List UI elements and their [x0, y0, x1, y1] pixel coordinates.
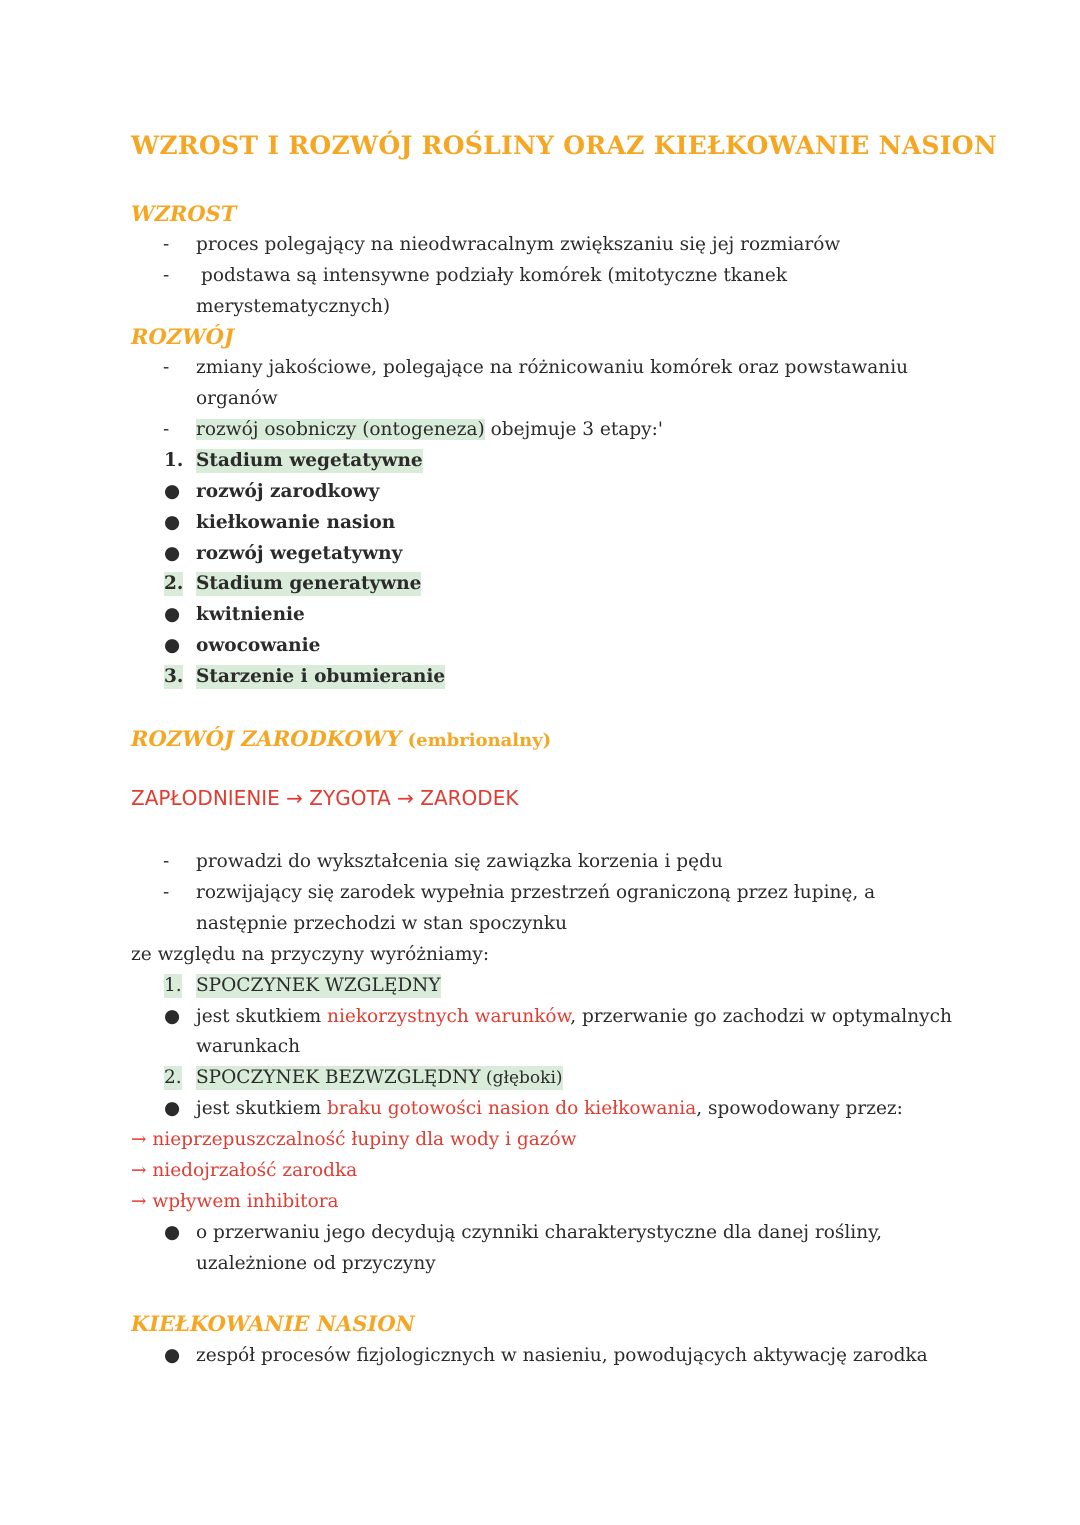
kielkowanie-item-1: zespół procesów fizjologicznych w nasieniu, powodujących aktywację zarodka	[196, 1345, 928, 1366]
bullet-marker: ●	[164, 1098, 181, 1119]
heading-kielkowanie: KIEŁKOWANIE NASION	[131, 1311, 415, 1336]
dash-marker: -	[163, 357, 170, 378]
cause-item: → wpływem inhibitora	[131, 1191, 339, 1212]
stage-1-item: rozwój zarodkowy	[196, 481, 380, 502]
bullet-marker: ●	[164, 512, 181, 533]
page-title: WZROST I ROZWÓJ ROŚLINY ORAZ KIEŁKOWANIE NASION	[131, 131, 997, 160]
heading-rozwoj-zarodkowy: ROZWÓJ ZARODKOWY (embrionalny)	[131, 726, 552, 751]
zarodkowy-intro: ze względu na przyczyny wyróżniamy:	[131, 944, 490, 965]
stage-2-item: owocowanie	[196, 635, 321, 656]
wzrost-item-1: proces polegający na nieodwracalnym zwiększaniu się jej rozmiarów	[196, 234, 841, 255]
dash-marker: -	[163, 234, 170, 255]
bullet-marker: ●	[164, 1006, 181, 1027]
wzrost-item-2-cont: merystematycznych)	[196, 296, 391, 317]
bullet-marker: ●	[164, 1222, 181, 1243]
spoczynek-number: 1.	[164, 975, 182, 996]
bullet-marker: ●	[164, 543, 181, 564]
stage-number: 2.	[164, 573, 184, 594]
cause-item: → niedojrzałość zarodka	[131, 1160, 358, 1181]
wzrost-item-2: podstawa są intensywne podziały komórek (mitotyczne tkanek	[201, 265, 788, 286]
bullet-marker: ●	[164, 635, 181, 656]
spoczynek-przerwanie-cont: uzależnione od przyczyny	[196, 1253, 436, 1274]
stage-1-item: kiełkowanie nasion	[196, 512, 396, 533]
zarodkowy-item-2-cont: następnie przechodzi w stan spoczynku	[196, 913, 568, 934]
spoczynek-number: 2.	[164, 1067, 182, 1088]
stage-number: 1.	[164, 450, 184, 471]
zarodkowy-item-2: rozwijający się zarodek wypełnia przestrzeń ograniczoną przez łupinę, a	[196, 882, 876, 903]
rozwoj-item-2: rozwój osobniczy (ontogeneza) obejmuje 3 etapy:'	[196, 419, 663, 440]
spoczynek-wzgledny-desc-cont: warunkach	[196, 1036, 301, 1057]
spoczynek-wzgledny-desc: jest skutkiem niekorzystnych warunków, przerwanie go zachodzi w optymalnych	[196, 1006, 952, 1027]
heading-wzrost: WZROST	[131, 201, 237, 226]
stage-2-item: kwitnienie	[196, 604, 305, 625]
spoczynek-przerwanie: o przerwaniu jego decydują czynniki charakterystyczne dla danej rośliny,	[196, 1222, 883, 1243]
stage-number: 3.	[164, 666, 184, 687]
bullet-marker: ●	[164, 604, 181, 625]
spoczynek-bezwzgledny-desc: jest skutkiem braku gotowości nasion do kiełkowania, spowodowany przez:	[196, 1098, 903, 1119]
stage-1-label: Stadium wegetatywne	[196, 450, 423, 471]
flow-sequence: ZAPŁODNIENIE → ZYGOTA → ZARODEK	[131, 786, 519, 810]
stage-2-label: Stadium generatywne	[196, 573, 422, 594]
bullet-marker: ●	[164, 1345, 181, 1366]
rozwoj-item-1-cont: organów	[196, 388, 278, 409]
bullet-marker: ●	[164, 481, 181, 502]
dash-marker: -	[163, 851, 170, 872]
heading-rozwoj: ROZWÓJ	[131, 324, 234, 349]
zarodkowy-item-1: prowadzi do wykształcenia się zawiązka korzenia i pędu	[196, 851, 723, 872]
cause-item: → nieprzepuszczalność łupiny dla wody i gazów	[131, 1129, 577, 1150]
stage-3-label: Starzenie i obumieranie	[196, 666, 446, 687]
spoczynek-wzgledny-label: SPOCZYNEK WZGLĘDNY	[196, 975, 441, 996]
dash-marker: -	[163, 265, 170, 286]
dash-marker: -	[163, 419, 170, 440]
highlight-ontogeneza: rozwój osobniczy (ontogeneza)	[196, 419, 485, 440]
rozwoj-item-1: zmiany jakościowe, polegające na różnicowaniu komórek oraz powstawaniu	[196, 357, 909, 378]
dash-marker: -	[163, 882, 170, 903]
spoczynek-bezwzgledny-label: SPOCZYNEK BEZWZGLĘDNY (głęboki)	[196, 1067, 563, 1088]
stage-1-item: rozwój wegetatywny	[196, 543, 403, 564]
